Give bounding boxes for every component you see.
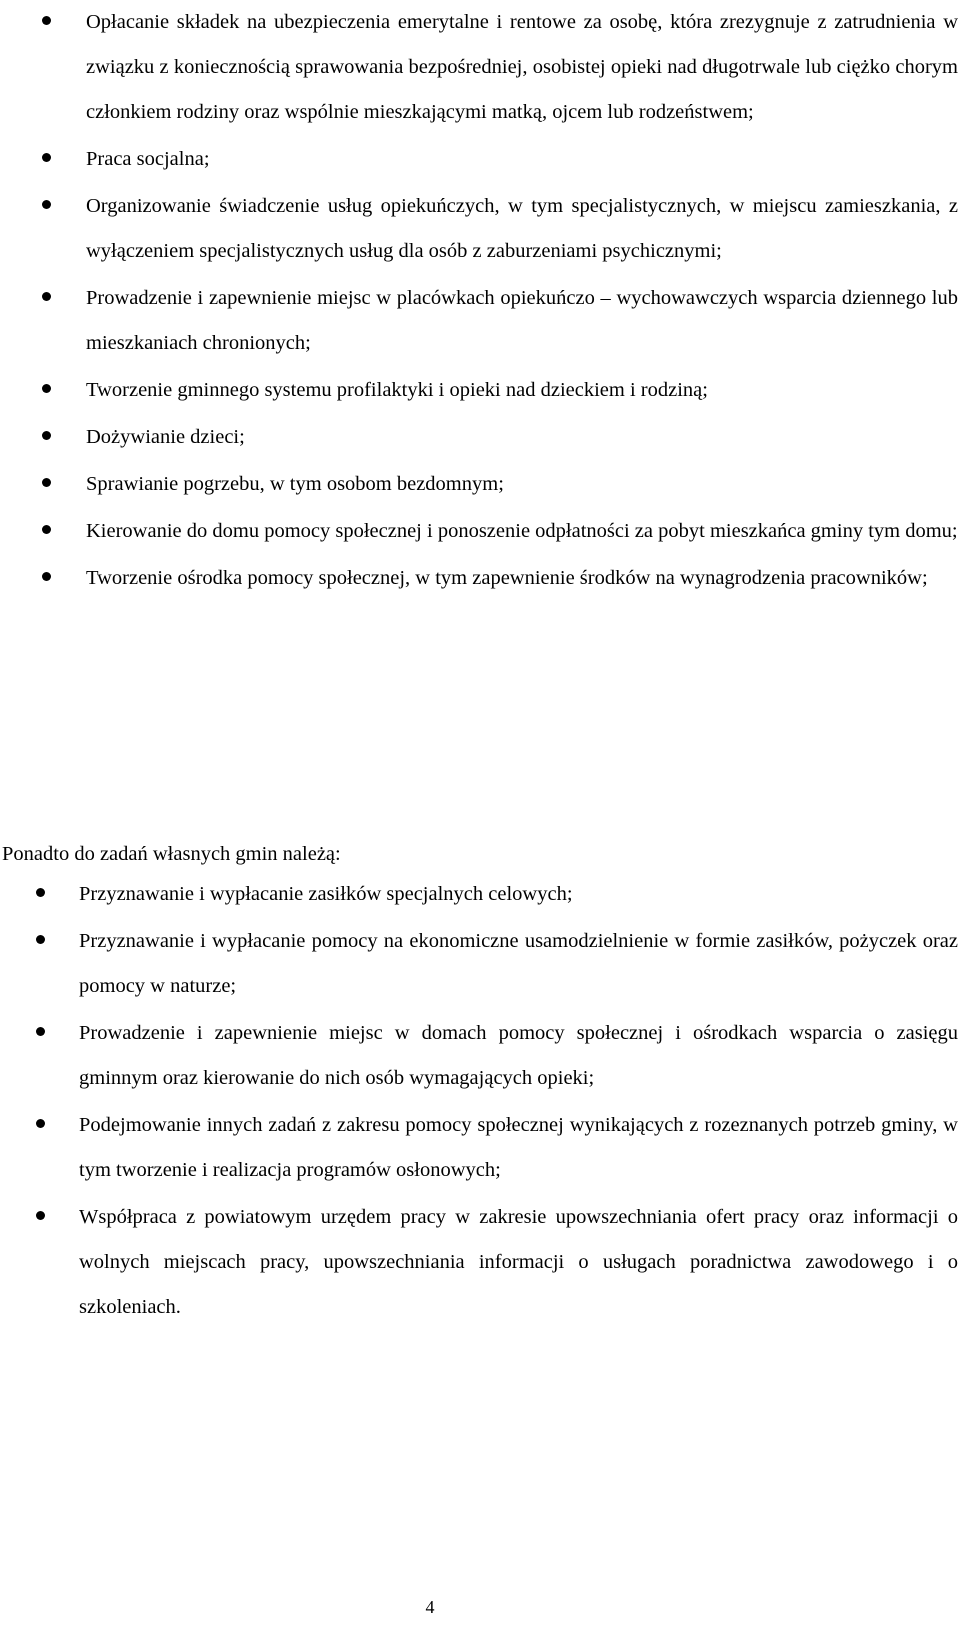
task-list-additional	[0, 872, 958, 1332]
bullet-icon	[36, 888, 45, 897]
bullet-icon	[42, 431, 51, 440]
list-item-text: Organizowanie świadczenie usług opiekuńczych, w tym specjalistycznych, w miejscu zamieszkania, z wyłączeniem specjalistycznych usług dla osób z zaburzeniami psychicznymi;	[86, 195, 958, 262]
list-item	[0, 509, 958, 554]
bullet-icon	[42, 153, 51, 162]
page-number: 4	[425, 1597, 435, 1617]
task-list-main	[0, 0, 958, 603]
list-item	[0, 1195, 958, 1330]
list-item-text: Sprawianie pogrzebu, w tym osobom bezdomnym;	[86, 473, 504, 495]
list-item-text: Współpraca z powiatowym urzędem pracy w zakresie upowszechniania ofert pracy oraz informacji o wolnych miejscach pracy, upowszechniania informacji o usługach poradnictwa zawodowego i o szkoleniach.	[79, 1206, 958, 1318]
list-item-text: Opłacanie składek na ubezpieczenia emerytalne i rentowe za osobę, która zrezygnuje z zatrudnienia w związku z koniecznością sprawowania bezpośredniej, osobistej opieki nad długotrwale lub ciężko chorym członkiem rodziny oraz wspólnie mieszkającymi matką, ojcem lub rodzeństwem;	[86, 11, 958, 123]
list-item	[0, 368, 958, 413]
bullet-icon	[42, 200, 51, 209]
list-item	[0, 276, 958, 366]
bullet-icon	[42, 478, 51, 487]
list-item	[0, 137, 958, 182]
list-item-text: Tworzenie ośrodka pomocy społecznej, w tym zapewnienie środków na wynagrodzenia pracowników;	[86, 567, 928, 589]
list-item-text: Przyznawanie i wypłacanie zasiłków specjalnych celowych;	[79, 883, 573, 905]
list-item	[0, 1011, 958, 1101]
list-item-text: Dożywianie dzieci;	[86, 426, 245, 448]
list-item-text: Przyznawanie i wypłacanie pomocy na ekonomiczne usamodzielnienie w formie zasiłków, pożyczek oraz pomocy w naturze;	[79, 930, 958, 997]
list-item	[0, 462, 958, 507]
list-item	[0, 415, 958, 460]
list-item-text: Prowadzenie i zapewnienie miejsc w domach pomocy społecznej i ośrodkach wsparcia o zasięgu gminnym oraz kierowanie do nich osób wymagających opieki;	[79, 1022, 958, 1089]
list-item-text: Kierowanie do domu pomocy społecznej i ponoszenie odpłatności za pobyt mieszkańca gminy tym domu;	[86, 520, 958, 542]
bullet-icon	[42, 572, 51, 581]
list-item	[0, 0, 958, 135]
bullet-icon	[36, 1119, 45, 1128]
list-item-text: Prowadzenie i zapewnienie miejsc w placówkach opiekuńczo – wychowawczych wsparcia dziennego lub mieszkaniach chronionych;	[86, 287, 958, 354]
bullet-icon	[42, 292, 51, 301]
list-item	[0, 184, 958, 274]
bullet-icon	[42, 384, 51, 393]
bullet-icon	[42, 16, 51, 25]
bullet-icon	[42, 525, 51, 534]
list-item-text: Tworzenie gminnego systemu profilaktyki i opieki nad dzieckiem i rodziną;	[86, 379, 708, 401]
section-intro: Ponadto do zadań własnych gmin należą:	[2, 843, 341, 865]
bullet-icon	[36, 1211, 45, 1220]
list-item	[0, 556, 958, 601]
bullet-icon	[36, 1027, 45, 1036]
list-item	[0, 1103, 958, 1193]
list-item-text: Podejmowanie innych zadań z zakresu pomocy społecznej wynikających z rozeznanych potrzeb gminy, w tym tworzenie i realizacja programów osłonowych;	[79, 1114, 958, 1181]
bullet-icon	[36, 935, 45, 944]
list-item-text: Praca socjalna;	[86, 148, 210, 170]
list-item	[0, 872, 958, 917]
list-item	[0, 919, 958, 1009]
